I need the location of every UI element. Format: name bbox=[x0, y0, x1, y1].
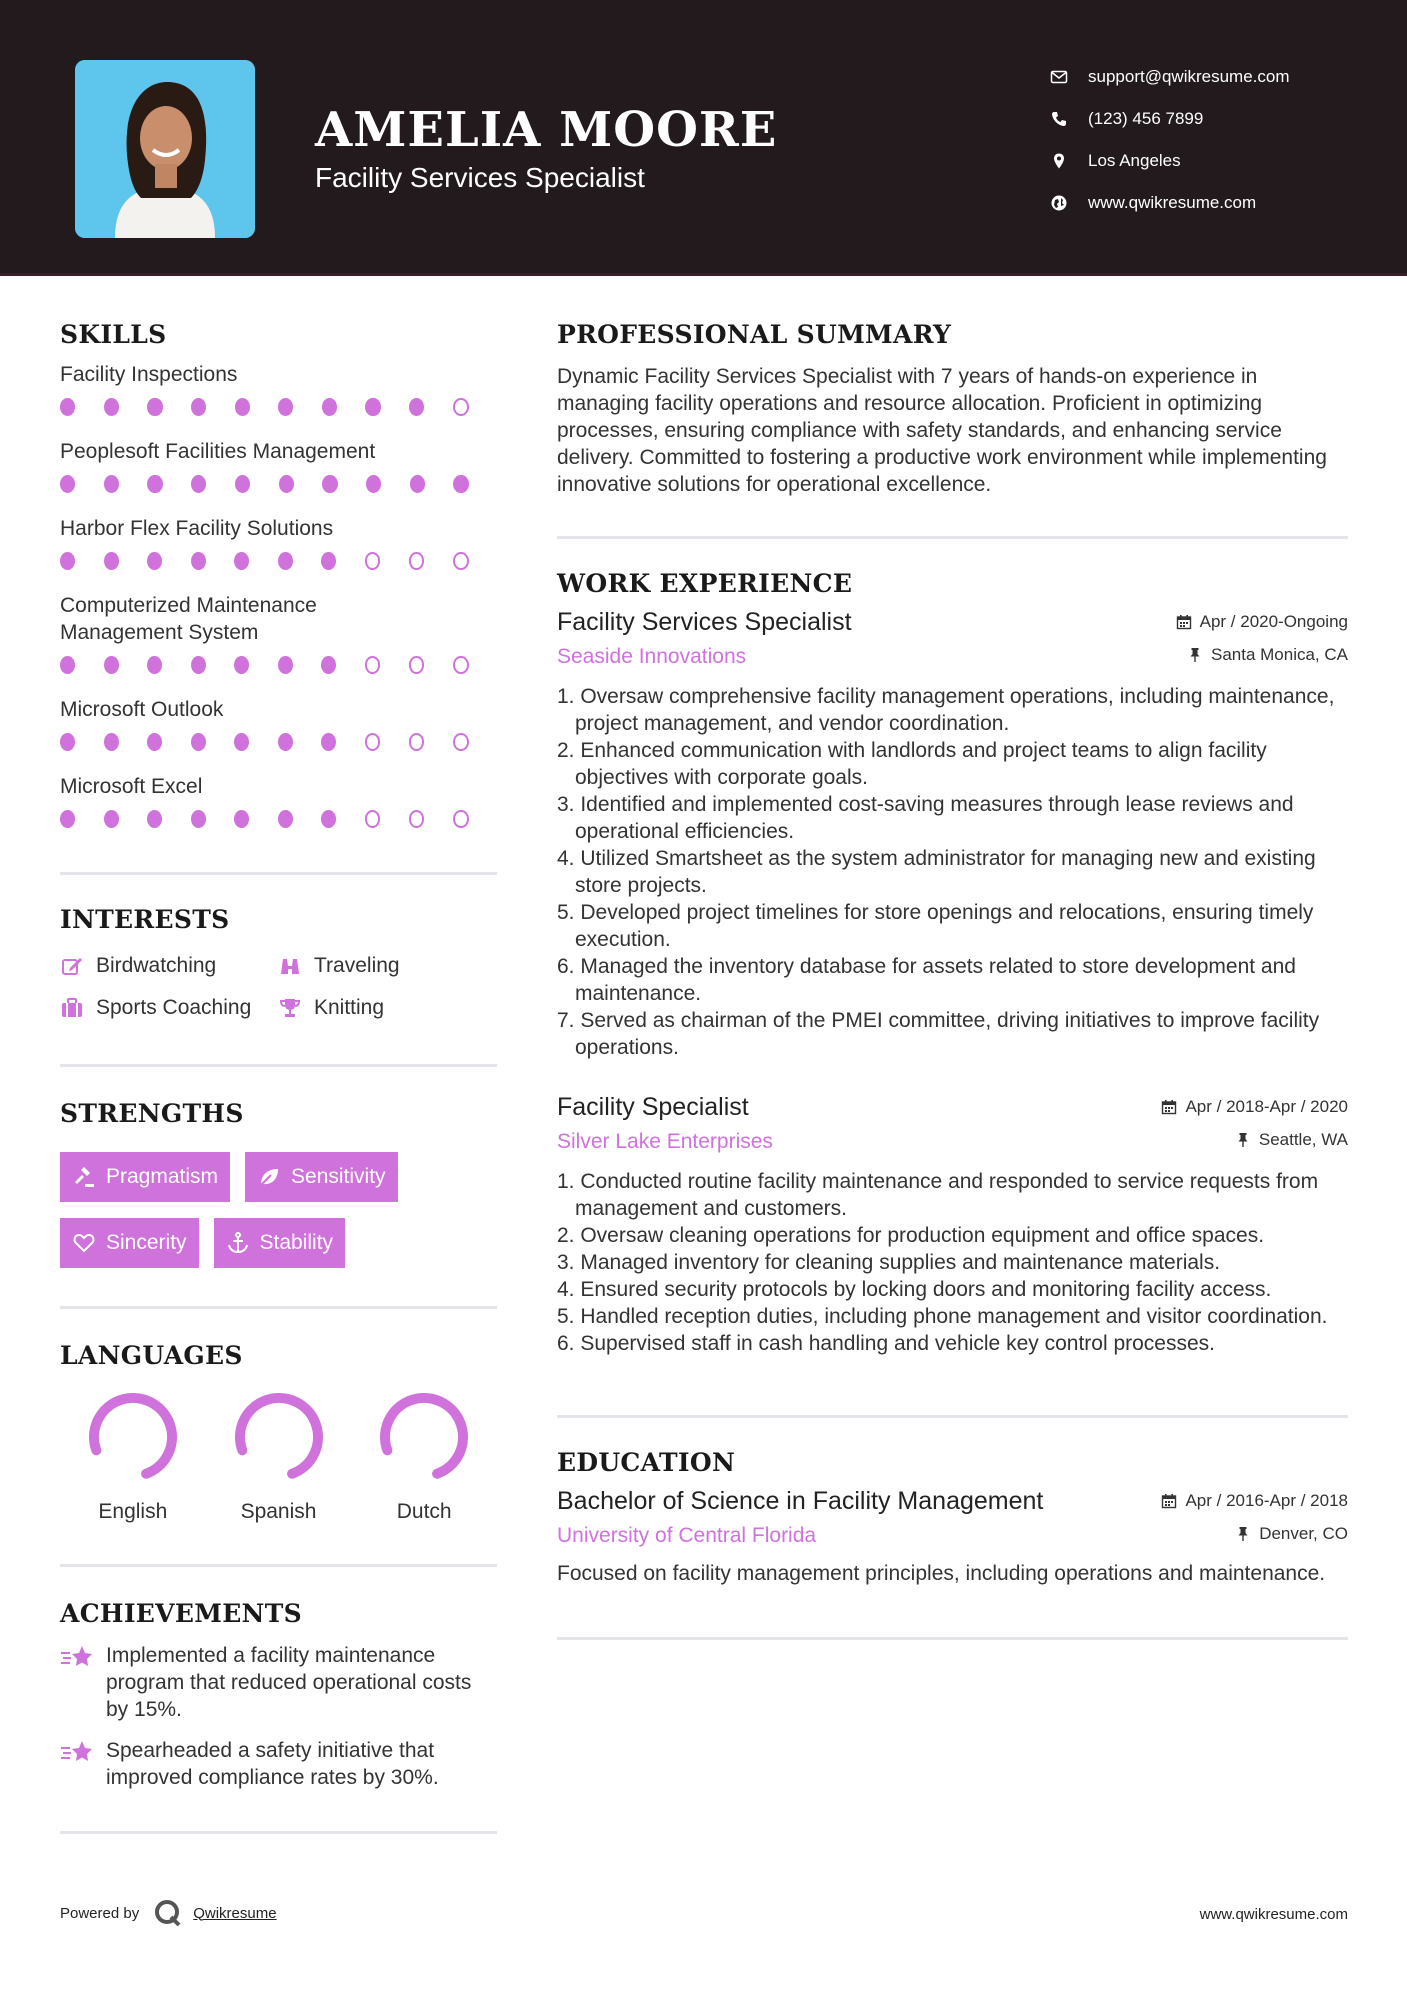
duty-item: 2. Oversaw cleaning operations for production equipment and office spaces. bbox=[557, 1224, 1265, 1247]
job-subheader bbox=[557, 1130, 1348, 1154]
education-dates bbox=[1161, 1491, 1348, 1511]
skill-rating bbox=[60, 398, 497, 416]
duty-item: 1. Oversaw comprehensive facility management operations, including maintenance, project management, and vendor coordination. bbox=[557, 685, 1335, 735]
achievements-title: ACHIEVEMENTS bbox=[60, 1599, 302, 1628]
rating-dot-filled bbox=[147, 398, 162, 416]
rating-dot-filled bbox=[147, 552, 162, 570]
education-location bbox=[1235, 1524, 1348, 1544]
interests-list bbox=[60, 954, 497, 1020]
rating-dot-filled bbox=[322, 475, 337, 493]
section-divider bbox=[60, 1306, 497, 1309]
powered-by-text: Powered by bbox=[60, 1904, 140, 1922]
contact-website[interactable] bbox=[1050, 182, 1380, 224]
strength-label: Pragmatism bbox=[106, 1165, 219, 1188]
company-name: Silver Lake Enterprises bbox=[557, 1130, 773, 1153]
rating-dot-filled bbox=[278, 656, 293, 674]
job-subheader bbox=[557, 645, 1348, 669]
skills-title: SKILLS bbox=[60, 320, 167, 349]
contact-location bbox=[1050, 140, 1380, 182]
duty-item: 6. Supervised staff in cash handling and vehicle key control processes. bbox=[557, 1332, 1215, 1355]
pushpin-icon bbox=[1235, 1132, 1251, 1148]
leaf-icon bbox=[257, 1165, 281, 1189]
language-label: Spanish bbox=[240, 1500, 317, 1523]
rating-dot-filled bbox=[104, 810, 119, 828]
rating-dot-filled bbox=[147, 733, 162, 751]
job-location bbox=[1235, 1130, 1348, 1150]
rating-dot-filled bbox=[104, 656, 119, 674]
rating-dot-filled bbox=[235, 398, 250, 416]
candidate-name: AMELIA MOORE bbox=[315, 102, 778, 158]
rating-dot-filled bbox=[60, 398, 75, 416]
rating-dot-filled bbox=[60, 810, 75, 828]
rating-dot-empty bbox=[365, 656, 381, 674]
pushpin-icon bbox=[1235, 1526, 1251, 1542]
trophy-icon bbox=[278, 996, 302, 1020]
interest-label: Traveling bbox=[314, 954, 400, 977]
education-description: Focused on facility management principles, including operations and maintenance. bbox=[557, 1562, 1326, 1585]
globe-icon bbox=[1050, 194, 1068, 212]
shooting-star-icon bbox=[60, 1739, 94, 1765]
achievement-text: Spearheaded a safety initiative that improved compliance rates by 30%. bbox=[106, 1739, 439, 1789]
rating-dot-filled bbox=[234, 656, 249, 674]
rating-dot-filled bbox=[410, 475, 425, 493]
interests-title: INTERESTS bbox=[60, 905, 230, 934]
calendar-icon bbox=[1161, 1493, 1177, 1509]
summary-text: Dynamic Facility Services Specialist with 7 years of hands-on experience in managing facility operations and resource allocation. Proficient in optimizing processes, ensuring compliance with safety standards, and enhancing service delivery. Committed to fostering a productive work environment while implementing innovative solutions for operational excellence. bbox=[557, 365, 1327, 496]
rating-dot-empty bbox=[409, 733, 425, 751]
rating-dot-empty bbox=[365, 552, 381, 570]
strengths-list bbox=[60, 1152, 497, 1268]
skill-rating bbox=[60, 733, 497, 751]
rating-dot-filled bbox=[278, 733, 293, 751]
job-header bbox=[557, 1093, 1348, 1122]
rating-dot-empty bbox=[409, 810, 425, 828]
skill-rating bbox=[60, 810, 497, 828]
anchor-icon bbox=[226, 1231, 250, 1255]
achievement-text: Implemented a facility maintenance program that reduced operational costs by 15%. bbox=[106, 1644, 472, 1721]
rating-dot-filled bbox=[104, 552, 119, 570]
section-divider bbox=[557, 536, 1348, 539]
job-location-text: Santa Monica, CA bbox=[1210, 645, 1348, 664]
skill-name: Facility Inspections bbox=[60, 363, 238, 386]
footer-powered-by bbox=[60, 1898, 277, 1928]
interest-label: Knitting bbox=[314, 996, 385, 1019]
job-title: Facility Services Specialist bbox=[557, 608, 852, 636]
education-location-text: Denver, CO bbox=[1259, 1524, 1348, 1543]
achievement-item bbox=[60, 1737, 497, 1791]
skill-name: Peoplesoft Facilities Management bbox=[60, 440, 376, 463]
duty-item: 4. Utilized Smartsheet as the system administrator for managing new and existing store projects. bbox=[557, 847, 1316, 897]
duty-item: 5. Handled reception duties, including phone management and visitor coordination. bbox=[557, 1305, 1328, 1328]
interest-label: Birdwatching bbox=[96, 954, 217, 977]
skill-name: Microsoft Excel bbox=[60, 775, 203, 798]
duty-item: 6. Managed the inventory database for assets related to store development and maintenance. bbox=[557, 955, 1296, 1005]
qwikresume-logo-icon bbox=[153, 1898, 183, 1928]
language-gauge bbox=[377, 1390, 471, 1484]
rating-dot-filled bbox=[147, 810, 162, 828]
rating-dot-filled bbox=[279, 475, 294, 493]
skill-name: Microsoft Outlook bbox=[60, 698, 224, 721]
rating-dot-filled bbox=[322, 398, 337, 416]
rating-dot-empty bbox=[365, 810, 381, 828]
strength-tag bbox=[60, 1218, 199, 1268]
education-subheader bbox=[557, 1524, 1348, 1548]
degree: Bachelor of Science in Facility Management bbox=[557, 1487, 1044, 1515]
education-entry bbox=[557, 1487, 1348, 1587]
rating-dot-filled bbox=[60, 475, 75, 493]
binoculars-icon bbox=[278, 954, 302, 978]
job-dates-text: Apr / 2018-Apr / 2020 bbox=[1185, 1097, 1348, 1116]
rating-dot-filled bbox=[147, 475, 162, 493]
rating-dot-filled bbox=[453, 475, 468, 493]
rating-dot-filled bbox=[365, 398, 380, 416]
rating-dot-filled bbox=[278, 552, 293, 570]
education-dates-text: Apr / 2016-Apr / 2018 bbox=[1185, 1491, 1348, 1510]
strengths-title: STRENGTHS bbox=[60, 1099, 244, 1128]
rating-dot-filled bbox=[234, 552, 249, 570]
footer-website[interactable]: www.qwikresume.com bbox=[1199, 1906, 1348, 1923]
strength-label: Sensitivity bbox=[291, 1165, 386, 1188]
briefcase-icon bbox=[60, 996, 84, 1020]
section-divider bbox=[60, 1831, 497, 1834]
strength-tag bbox=[214, 1218, 346, 1268]
contact-email-text: support@qwikresume.com bbox=[1088, 67, 1290, 86]
section-divider bbox=[60, 872, 497, 875]
rating-dot-empty bbox=[365, 733, 381, 751]
job-title: Facility Specialist bbox=[557, 1093, 749, 1121]
rating-dot-filled bbox=[191, 656, 206, 674]
education-header bbox=[557, 1487, 1348, 1516]
resume-header bbox=[0, 0, 1407, 276]
education-title: EDUCATION bbox=[557, 1448, 736, 1477]
job-location bbox=[1187, 645, 1348, 665]
rating-dot-empty bbox=[453, 810, 469, 828]
rating-dot-filled bbox=[191, 810, 206, 828]
job-dates bbox=[1176, 612, 1348, 632]
duty-item: 5. Developed project timelines for store openings and relocations, ensuring timely execution. bbox=[557, 901, 1314, 951]
skill-item bbox=[60, 773, 497, 828]
duty-item: 3. Identified and implemented cost-saving measures through lease reviews and operational efficiencies. bbox=[557, 793, 1294, 843]
rating-dot-filled bbox=[321, 552, 336, 570]
interest-item bbox=[60, 954, 278, 978]
rating-dot-filled bbox=[191, 475, 206, 493]
strength-label: Sincerity bbox=[106, 1231, 187, 1254]
language-label: Dutch bbox=[396, 1500, 452, 1523]
skill-item bbox=[60, 361, 497, 416]
shooting-star-icon bbox=[60, 1644, 94, 1670]
achievements-list bbox=[60, 1642, 497, 1791]
language-gauge bbox=[86, 1390, 180, 1484]
pencil-square-icon bbox=[60, 954, 84, 978]
duty-item: 3. Managed inventory for cleaning supplies and maintenance materials. bbox=[557, 1251, 1221, 1274]
phone-icon bbox=[1050, 110, 1068, 128]
job-location-text: Seattle, WA bbox=[1258, 1130, 1348, 1149]
section-divider bbox=[557, 1637, 1348, 1640]
gauge-arc bbox=[86, 1390, 180, 1484]
experience-title: WORK EXPERIENCE bbox=[557, 569, 853, 598]
rating-dot-filled bbox=[147, 656, 162, 674]
duty-item: 4. Ensured security protocols by locking doors and monitoring facility access. bbox=[557, 1278, 1272, 1301]
gavel-icon bbox=[72, 1165, 96, 1189]
job-dates-text: Apr / 2020-Ongoing bbox=[1199, 612, 1348, 631]
job-header bbox=[557, 608, 1348, 637]
skill-name: Computerized Maintenance Management System bbox=[60, 594, 317, 644]
pushpin-icon bbox=[1187, 647, 1203, 663]
rating-dot-filled bbox=[235, 475, 250, 493]
calendar-icon bbox=[1176, 614, 1192, 630]
achievement-item bbox=[60, 1642, 497, 1723]
skill-name: Harbor Flex Facility Solutions bbox=[60, 517, 334, 540]
heart-icon bbox=[72, 1231, 96, 1255]
duty-item: 7. Served as chairman of the PMEI committee, driving initiatives to improve facility operations. bbox=[557, 1009, 1320, 1059]
languages-title: LANGUAGES bbox=[60, 1341, 243, 1370]
interest-item bbox=[278, 996, 497, 1020]
contact-phone[interactable] bbox=[1050, 98, 1380, 140]
rating-dot-filled bbox=[234, 810, 249, 828]
interest-label: Sports Coaching bbox=[96, 996, 252, 1019]
gauge-arc bbox=[232, 1390, 326, 1484]
interest-item bbox=[278, 954, 497, 978]
calendar-icon bbox=[1161, 1099, 1177, 1115]
summary-title: PROFESSIONAL SUMMARY bbox=[557, 320, 952, 349]
job-dates bbox=[1161, 1097, 1348, 1117]
skill-rating bbox=[60, 552, 497, 570]
skill-item bbox=[60, 515, 497, 570]
rating-dot-filled bbox=[321, 656, 336, 674]
languages-list bbox=[60, 1390, 497, 1524]
rating-dot-empty bbox=[453, 733, 469, 751]
language-item bbox=[60, 1390, 206, 1524]
job-entry bbox=[557, 608, 1348, 1061]
section-divider bbox=[60, 1564, 497, 1567]
rating-dot-filled bbox=[191, 733, 206, 751]
rating-dot-empty bbox=[453, 656, 469, 674]
strength-label: Stability bbox=[259, 1231, 334, 1254]
rating-dot-filled bbox=[278, 810, 293, 828]
skill-rating bbox=[60, 656, 497, 674]
skill-rating bbox=[60, 475, 497, 493]
rating-dot-empty bbox=[409, 552, 425, 570]
rating-dot-empty bbox=[453, 398, 469, 416]
language-gauge bbox=[232, 1390, 326, 1484]
job-entry bbox=[557, 1093, 1348, 1357]
gauge-arc bbox=[377, 1390, 471, 1484]
contact-website-text: www.qwikresume.com bbox=[1088, 193, 1257, 212]
contact-email[interactable] bbox=[1050, 56, 1380, 98]
skill-item bbox=[60, 438, 497, 493]
rating-dot-empty bbox=[409, 656, 425, 674]
school-name: University of Central Florida bbox=[557, 1524, 817, 1547]
rating-dot-filled bbox=[60, 733, 75, 751]
skill-item bbox=[60, 592, 497, 674]
language-item bbox=[351, 1390, 497, 1524]
rating-dot-filled bbox=[409, 398, 424, 416]
left-column bbox=[60, 320, 497, 1834]
interest-item bbox=[60, 996, 278, 1020]
contact-location-text: Los Angeles bbox=[1088, 151, 1181, 170]
strength-tag bbox=[245, 1152, 398, 1202]
rating-dot-filled bbox=[104, 398, 119, 416]
duties-list bbox=[557, 1168, 1348, 1357]
envelope-icon bbox=[1050, 68, 1068, 86]
map-pin-icon bbox=[1050, 152, 1068, 170]
rating-dot-filled bbox=[104, 733, 119, 751]
section-divider bbox=[557, 1415, 1348, 1418]
brand-link[interactable]: Qwikresume bbox=[193, 1904, 277, 1922]
strength-tag bbox=[60, 1152, 230, 1202]
duty-item: 1. Conducted routine facility maintenance and responded to service requests from management and customers. bbox=[557, 1170, 1319, 1220]
language-item bbox=[206, 1390, 352, 1524]
contact-list bbox=[1050, 56, 1380, 224]
skills-list bbox=[60, 361, 497, 828]
rating-dot-filled bbox=[60, 656, 75, 674]
language-label: English bbox=[98, 1500, 168, 1523]
rating-dot-filled bbox=[321, 810, 336, 828]
company-name: Seaside Innovations bbox=[557, 645, 747, 668]
duty-item: 2. Enhanced communication with landlords and project teams to align facility objectives with corporate goals. bbox=[557, 739, 1267, 789]
rating-dot-filled bbox=[234, 733, 249, 751]
rating-dot-filled bbox=[191, 398, 206, 416]
duties-list bbox=[557, 683, 1348, 1061]
rating-dot-filled bbox=[321, 733, 336, 751]
rating-dot-filled bbox=[60, 552, 75, 570]
rating-dot-filled bbox=[191, 552, 206, 570]
skill-item bbox=[60, 696, 497, 751]
rating-dot-filled bbox=[278, 398, 293, 416]
candidate-title: Facility Services Specialist bbox=[315, 162, 645, 193]
section-divider bbox=[60, 1064, 497, 1067]
right-column bbox=[557, 320, 1348, 1640]
contact-phone-text: (123) 456 7899 bbox=[1088, 109, 1204, 128]
rating-dot-filled bbox=[104, 475, 119, 493]
rating-dot-filled bbox=[366, 475, 381, 493]
rating-dot-empty bbox=[453, 552, 469, 570]
profile-photo bbox=[75, 60, 255, 238]
